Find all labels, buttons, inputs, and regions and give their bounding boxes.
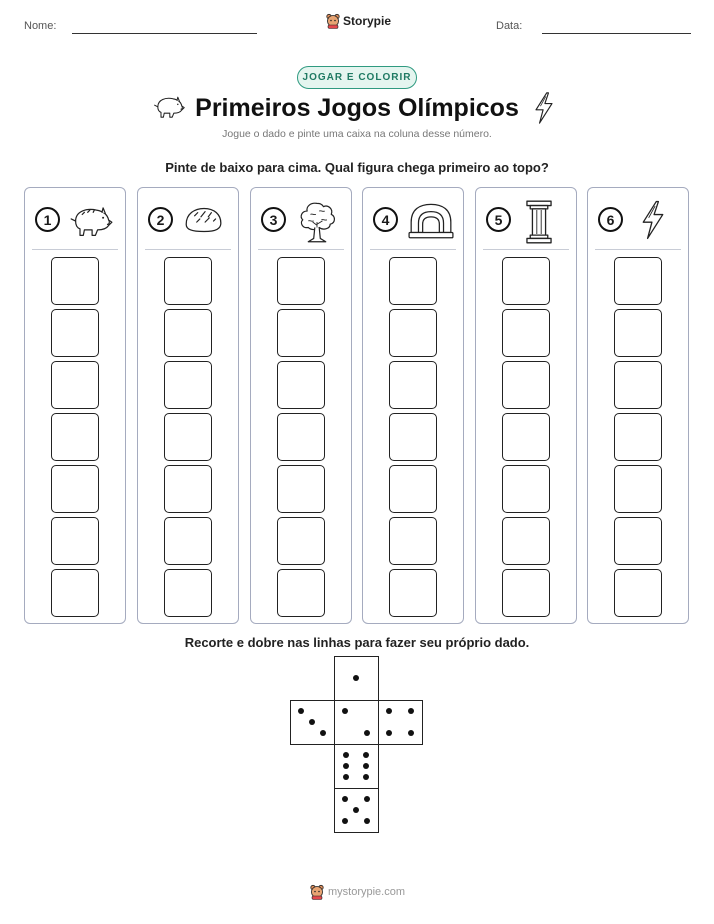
name-label: Nome: (24, 20, 57, 32)
column-number: 1 (35, 207, 60, 232)
column-divider (145, 249, 231, 250)
column-divider (32, 249, 118, 250)
column-divider (595, 249, 681, 250)
color-box[interactable] (51, 413, 99, 461)
bread-icon (182, 199, 224, 241)
column-header (363, 198, 463, 246)
color-box[interactable] (164, 413, 212, 461)
die-face-5 (334, 788, 379, 833)
page-title: Primeiros Jogos Olímpicos (195, 94, 519, 122)
column-header (138, 198, 238, 246)
cut-instruction: Recorte e dobre nas linhas para fazer seu próprio dado. (184, 635, 530, 650)
color-box[interactable] (51, 309, 99, 357)
color-box[interactable] (164, 517, 212, 565)
color-box[interactable] (614, 569, 662, 617)
subtitle: Jogue o dado e pinte uma caixa na coluna desse número. (222, 128, 492, 140)
color-box[interactable] (164, 309, 212, 357)
color-box[interactable] (502, 517, 550, 565)
color-box[interactable] (502, 309, 550, 357)
color-box[interactable] (502, 465, 550, 513)
column-number: 6 (598, 207, 623, 232)
color-box[interactable] (502, 257, 550, 305)
column-divider (483, 249, 569, 250)
die-face-6 (334, 744, 379, 789)
color-box[interactable] (389, 309, 437, 357)
brand-logo (326, 13, 391, 29)
column-number: 4 (373, 207, 398, 232)
column-6 (587, 187, 689, 624)
die-face-3 (290, 700, 335, 745)
boar-icon (69, 199, 113, 241)
column-header (25, 198, 125, 246)
color-box[interactable] (51, 361, 99, 409)
color-box[interactable] (51, 257, 99, 305)
color-box[interactable] (277, 309, 325, 357)
greek-column-icon (524, 199, 554, 245)
color-box[interactable] (277, 465, 325, 513)
footer-url: mystorypie.com (328, 886, 406, 898)
color-box[interactable] (164, 361, 212, 409)
date-label: Data: (496, 20, 523, 32)
bear-mascot-icon (310, 884, 324, 900)
column-header (476, 198, 576, 246)
column-5 (475, 187, 577, 624)
column-divider (370, 249, 456, 250)
die-face-2 (334, 700, 379, 745)
column-number: 3 (261, 207, 286, 232)
color-box[interactable] (277, 361, 325, 409)
color-box[interactable] (164, 569, 212, 617)
color-box[interactable] (389, 413, 437, 461)
color-box[interactable] (614, 361, 662, 409)
column-header (588, 198, 688, 246)
color-box[interactable] (502, 413, 550, 461)
footer (310, 884, 405, 900)
name-line[interactable] (72, 33, 257, 34)
color-box[interactable] (614, 257, 662, 305)
color-box[interactable] (614, 465, 662, 513)
color-box[interactable] (614, 517, 662, 565)
lightning-bolt-icon (640, 199, 666, 241)
brand-name: Storypie (343, 14, 392, 28)
column-divider (258, 249, 344, 250)
color-box[interactable] (389, 569, 437, 617)
column-1 (24, 187, 126, 624)
color-box[interactable] (502, 361, 550, 409)
column-4 (362, 187, 464, 624)
color-box[interactable] (164, 257, 212, 305)
activity-badge: JOGAR E COLORIR (297, 66, 417, 89)
color-box[interactable] (277, 413, 325, 461)
date-line[interactable] (542, 33, 691, 34)
color-box[interactable] (51, 465, 99, 513)
die-face-4 (378, 700, 423, 745)
olive-tree-icon (295, 199, 339, 245)
lightning-bolt-icon (533, 92, 555, 124)
color-box[interactable] (277, 569, 325, 617)
color-box[interactable] (164, 465, 212, 513)
color-box[interactable] (502, 569, 550, 617)
color-box[interactable] (277, 517, 325, 565)
column-header (251, 198, 351, 246)
instruction: Pinte de baixo para cima. Qual figura chega primeiro ao topo? (165, 160, 549, 175)
column-number: 5 (486, 207, 511, 232)
color-box[interactable] (51, 569, 99, 617)
color-box[interactable] (389, 465, 437, 513)
column-3 (250, 187, 352, 624)
bear-mascot-icon (326, 13, 340, 29)
column-number: 2 (148, 207, 173, 232)
column-2 (137, 187, 239, 624)
color-box[interactable] (614, 413, 662, 461)
color-box[interactable] (614, 309, 662, 357)
color-box[interactable] (389, 517, 437, 565)
color-box[interactable] (277, 257, 325, 305)
oven-arch-icon (407, 199, 455, 241)
color-box[interactable] (51, 517, 99, 565)
color-box[interactable] (389, 361, 437, 409)
color-box[interactable] (389, 257, 437, 305)
die-face-1 (334, 656, 379, 701)
